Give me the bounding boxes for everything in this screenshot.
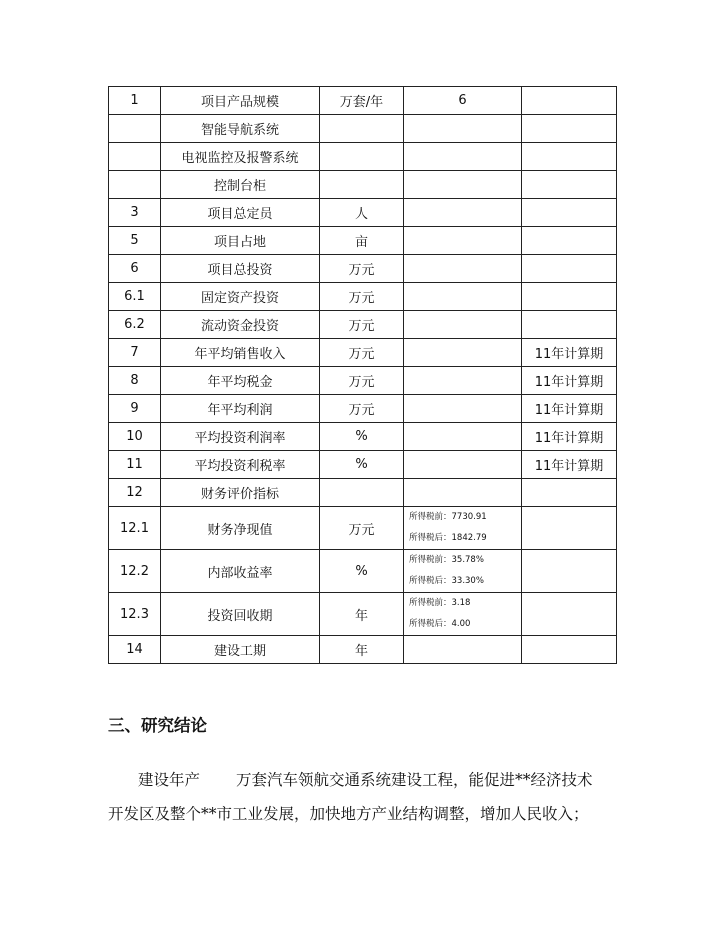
note-cell	[522, 550, 617, 593]
row-number-cell: 5	[109, 227, 161, 255]
row-number-cell	[109, 171, 161, 199]
row-number-cell: 1	[109, 87, 161, 115]
item-name-cell: 年平均销售收入	[161, 339, 320, 367]
unit-cell	[320, 143, 404, 171]
value-cell	[404, 550, 522, 593]
table-row	[109, 423, 617, 451]
note-cell	[522, 227, 617, 255]
pre-tax-value: 所得税前：35.78%	[409, 555, 484, 565]
item-name-cell: 电视监控及报警系统	[161, 143, 320, 171]
value-cell	[404, 593, 522, 636]
row-number-cell	[109, 115, 161, 143]
unit-cell	[320, 115, 404, 143]
unit-cell: 万元	[320, 507, 404, 550]
unit-cell: %	[320, 423, 404, 451]
note-cell	[522, 171, 617, 199]
table-row	[109, 367, 617, 395]
item-name-cell: 内部收益率	[161, 550, 320, 593]
note-cell: 11年计算期	[522, 423, 617, 451]
conclusion-paragraph-line-1	[108, 768, 618, 790]
table-row	[109, 479, 617, 507]
table-row	[109, 199, 617, 227]
note-cell	[522, 143, 617, 171]
table-row	[109, 311, 617, 339]
value-cell	[404, 339, 522, 367]
note-cell	[522, 507, 617, 550]
value-cell	[404, 227, 522, 255]
project-indicator-table	[108, 86, 617, 664]
note-cell	[522, 479, 617, 507]
table-row	[109, 507, 617, 550]
item-name-cell: 控制台柜	[161, 171, 320, 199]
item-name-cell: 平均投资利润率	[161, 423, 320, 451]
table-row	[109, 255, 617, 283]
post-tax-value: 所得税后：1842.79	[409, 533, 487, 543]
value-cell	[404, 311, 522, 339]
row-number-cell: 12.1	[109, 507, 161, 550]
unit-cell: 万元	[320, 283, 404, 311]
pre-tax-value: 所得税前：3.18	[409, 598, 471, 608]
unit-cell: 万元	[320, 367, 404, 395]
value-cell	[404, 479, 522, 507]
table-row	[109, 550, 617, 593]
table-row	[109, 451, 617, 479]
row-number-cell: 9	[109, 395, 161, 423]
table-row	[109, 227, 617, 255]
value-cell	[404, 283, 522, 311]
post-tax-value: 所得税后：4.00	[409, 619, 471, 629]
item-name-cell: 财务评价指标	[161, 479, 320, 507]
pre-tax-value: 所得税前：7730.91	[409, 512, 487, 522]
unit-cell: 万元	[320, 311, 404, 339]
table-row	[109, 171, 617, 199]
table-row	[109, 143, 617, 171]
item-name-cell: 投资回收期	[161, 593, 320, 636]
note-cell: 11年计算期	[522, 367, 617, 395]
table-body	[109, 87, 617, 664]
value-cell	[404, 143, 522, 171]
unit-cell	[320, 171, 404, 199]
table-row	[109, 636, 617, 664]
note-cell	[522, 636, 617, 664]
value-cell	[404, 451, 522, 479]
row-number-cell: 12.3	[109, 593, 161, 636]
row-number-cell	[109, 143, 161, 171]
item-name-cell: 项目总投资	[161, 255, 320, 283]
value-cell: 6	[404, 87, 522, 115]
item-name-cell: 智能导航系统	[161, 115, 320, 143]
note-cell: 11年计算期	[522, 339, 617, 367]
item-name-cell: 流动资金投资	[161, 311, 320, 339]
unit-cell: 年	[320, 636, 404, 664]
note-cell	[522, 199, 617, 227]
conclusion-paragraph-line-2: 开发区及整个**市工业发展，加快地方产业结构调整，增加人民收入；	[108, 805, 589, 823]
unit-cell: 万元	[320, 255, 404, 283]
item-name-cell: 平均投资利税率	[161, 451, 320, 479]
section-title: 三、研究结论	[108, 716, 207, 735]
unit-cell: 万套/年	[320, 87, 404, 115]
row-number-cell: 8	[109, 367, 161, 395]
note-cell	[522, 283, 617, 311]
item-name-cell: 年平均税金	[161, 367, 320, 395]
value-cell	[404, 199, 522, 227]
unit-cell: 人	[320, 199, 404, 227]
value-cell	[404, 395, 522, 423]
value-cell	[404, 636, 522, 664]
note-cell	[522, 311, 617, 339]
value-cell	[404, 423, 522, 451]
value-cell	[404, 367, 522, 395]
table-row	[109, 283, 617, 311]
row-number-cell: 11	[109, 451, 161, 479]
table-row	[109, 115, 617, 143]
row-number-cell: 6.2	[109, 311, 161, 339]
unit-cell: 万元	[320, 339, 404, 367]
value-cell	[404, 255, 522, 283]
item-name-cell: 项目产品规模	[161, 87, 320, 115]
row-number-cell: 6	[109, 255, 161, 283]
note-cell	[522, 255, 617, 283]
unit-cell	[320, 479, 404, 507]
value-cell	[404, 171, 522, 199]
row-number-cell: 10	[109, 423, 161, 451]
unit-cell: 万元	[320, 395, 404, 423]
unit-cell: %	[320, 451, 404, 479]
note-cell: 11年计算期	[522, 395, 617, 423]
row-number-cell: 6.1	[109, 283, 161, 311]
table-row	[109, 87, 617, 115]
table-row	[109, 339, 617, 367]
item-name-cell: 固定资产投资	[161, 283, 320, 311]
item-name-cell: 建设工期	[161, 636, 320, 664]
unit-cell: 年	[320, 593, 404, 636]
item-name-cell: 项目总定员	[161, 199, 320, 227]
row-number-cell: 12	[109, 479, 161, 507]
item-name-cell: 财务净现值	[161, 507, 320, 550]
value-cell	[404, 115, 522, 143]
note-cell	[522, 593, 617, 636]
unit-cell: %	[320, 550, 404, 593]
row-number-cell: 3	[109, 199, 161, 227]
note-cell	[522, 115, 617, 143]
table-row	[109, 593, 617, 636]
row-number-cell: 7	[109, 339, 161, 367]
post-tax-value: 所得税后：33.30%	[409, 576, 484, 586]
item-name-cell: 年平均利润	[161, 395, 320, 423]
table-row	[109, 395, 617, 423]
item-name-cell: 项目占地	[161, 227, 320, 255]
unit-cell: 亩	[320, 227, 404, 255]
paragraph-text: 万套汽车领航交通系统建设工程，能促进**经济技术	[236, 771, 593, 789]
value-cell	[404, 507, 522, 550]
paragraph-text: 建设年产	[138, 771, 201, 789]
row-number-cell: 14	[109, 636, 161, 664]
note-cell: 11年计算期	[522, 451, 617, 479]
row-number-cell: 12.2	[109, 550, 161, 593]
note-cell	[522, 87, 617, 115]
